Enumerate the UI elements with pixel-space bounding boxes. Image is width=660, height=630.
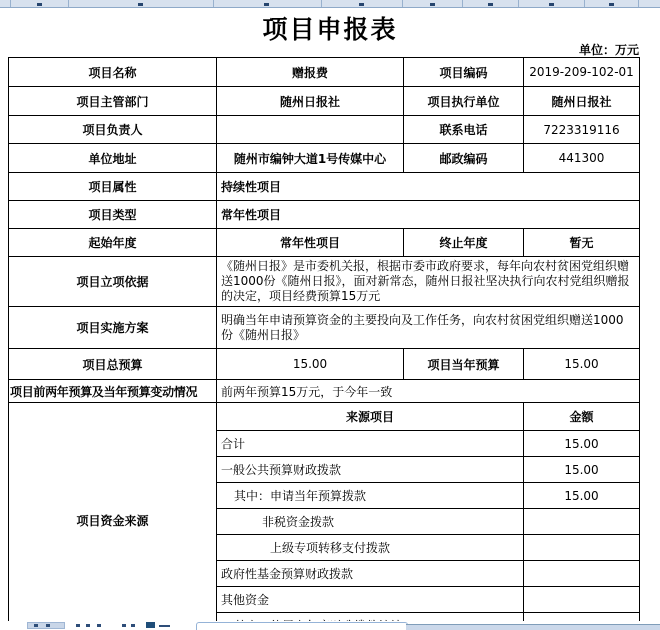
total-budget-label[interactable]: 项目总预算 (9, 349, 217, 380)
funding-item-amount[interactable] (524, 561, 640, 587)
project-name-cell[interactable]: 赠报费 (217, 58, 404, 87)
column-separator (321, 0, 322, 7)
table-row (9, 201, 640, 229)
current-budget-label[interactable]: 项目当年预算 (404, 349, 524, 380)
funding-item-amount[interactable] (524, 535, 640, 561)
basis-cell[interactable]: 《随州日报》是市委机关报，根据市委市政府要求，每年向农村贫困党组织赠送1000份《随州日报》，面对新常态，随州日报社坚决执行向农村党组织赠报的决定，项目经费预算15万元 (217, 257, 640, 307)
phone-label[interactable]: 联系电话 (404, 116, 524, 144)
exec-unit-label[interactable]: 项目执行单位 (404, 87, 524, 116)
table-row (9, 173, 640, 201)
column-separator (638, 0, 639, 7)
budget-change-label[interactable]: 项目前两年预算及当年预算变动情况 (9, 380, 217, 403)
table-row (9, 349, 640, 380)
funding-item-label[interactable]: 政府性基金预算财政拨款 (217, 561, 524, 587)
plan-cell[interactable]: 明确当年申请预算资金的主要投向及工作任务，向农村贫困党组织赠送1000份《随州日报》 (217, 307, 640, 349)
column-separator (213, 0, 214, 7)
table-row (9, 403, 640, 431)
sheet-tab-text-fragment (97, 624, 101, 627)
column-separator (10, 0, 11, 7)
column-separator (462, 0, 463, 7)
sheet-tab-text-fragment (131, 624, 135, 627)
start-year-cell[interactable]: 常年性项目 (217, 229, 404, 257)
project-code-cell[interactable]: 2019-209-102-01 (524, 58, 640, 87)
funding-item-label[interactable]: 上级专项转移支付拨款 (217, 535, 524, 561)
column-letter-fragment (264, 3, 269, 6)
column-letter-fragment (488, 3, 493, 6)
funding-item-label[interactable]: 其他资金 (217, 587, 524, 613)
page-title: 项目申报表 (262, 15, 398, 44)
column-letter-fragment (430, 3, 435, 6)
column-separator (68, 0, 69, 7)
attr-label[interactable]: 项目属性 (9, 173, 217, 201)
sheet-tab-text-fragment (159, 625, 170, 627)
sheet-tab-bar[interactable] (0, 621, 660, 629)
funding-item-amount[interactable]: 15.00 (524, 431, 640, 457)
table-row (9, 380, 640, 403)
column-letter-fragment (549, 3, 554, 6)
type-label[interactable]: 项目类型 (9, 201, 217, 229)
sheet-tab-text-fragment (34, 624, 38, 627)
application-form-table (8, 57, 641, 629)
column-letter-fragment (359, 3, 364, 6)
table-row (9, 307, 640, 349)
end-year-label[interactable]: 终止年度 (404, 229, 524, 257)
end-year-cell[interactable]: 暂无 (524, 229, 640, 257)
funding-item-label[interactable]: 一般公共预算财政拨款 (217, 457, 524, 483)
table-row (9, 257, 640, 307)
phone-cell[interactable]: 7223319116 (524, 116, 640, 144)
budget-change-cell[interactable]: 前两年预算15万元，于今年一致 (217, 380, 640, 403)
unit-note: 单位：万元 (578, 43, 639, 57)
attr-cell[interactable]: 持续性项目 (217, 173, 640, 201)
leader-label[interactable]: 项目负责人 (9, 116, 217, 144)
sheet-tab-text-fragment (46, 624, 50, 627)
funding-item-label[interactable]: 非税资金拨款 (217, 509, 524, 535)
sheet-tab-icon-fragment (146, 622, 155, 628)
project-name-label[interactable]: 项目名称 (9, 58, 217, 87)
table-row (9, 229, 640, 257)
funding-item-amount[interactable] (524, 509, 640, 535)
start-year-label[interactable]: 起始年度 (9, 229, 217, 257)
funding-item-label[interactable]: 合计 (217, 431, 524, 457)
sheet-tab-text-fragment (122, 624, 126, 627)
dept-cell[interactable]: 随州日报社 (217, 87, 404, 116)
dept-label[interactable]: 项目主管部门 (9, 87, 217, 116)
sheet-tab-text-fragment (76, 624, 80, 627)
postcode-label[interactable]: 邮政编码 (404, 144, 524, 173)
excel-column-header-strip[interactable] (0, 0, 660, 8)
funding-item-label[interactable]: 其中：申请当年预算拨款 (217, 483, 524, 509)
funding-source-header[interactable]: 来源项目 (217, 403, 524, 431)
table-row (9, 58, 640, 87)
column-separator (402, 0, 403, 7)
table-row (9, 87, 640, 116)
column-letter-fragment (37, 3, 42, 6)
table-row (9, 144, 640, 173)
project-code-label[interactable]: 项目编码 (404, 58, 524, 87)
funding-section-label[interactable]: 项目资金来源 (9, 403, 217, 630)
column-separator (518, 0, 519, 7)
tab-strip-fragment[interactable] (406, 624, 660, 630)
plan-label[interactable]: 项目实施方案 (9, 307, 217, 349)
funding-item-amount[interactable]: 15.00 (524, 457, 640, 483)
address-cell[interactable]: 随州市编钟大道1号传媒中心 (217, 144, 404, 173)
sheet-tab-text-fragment (86, 624, 90, 627)
leader-cell[interactable] (217, 116, 404, 144)
address-label[interactable]: 单位地址 (9, 144, 217, 173)
funding-item-amount[interactable] (524, 587, 640, 613)
funding-amount-header[interactable]: 金额 (524, 403, 640, 431)
column-separator (584, 0, 585, 7)
column-letter-fragment (138, 3, 143, 6)
postcode-cell[interactable]: 441300 (524, 144, 640, 173)
exec-unit-cell[interactable]: 随州日报社 (524, 87, 640, 116)
column-letter-fragment (609, 3, 614, 6)
basis-label[interactable]: 项目立项依据 (9, 257, 217, 307)
type-cell[interactable]: 常年性项目 (217, 201, 640, 229)
current-budget-cell[interactable]: 15.00 (524, 349, 640, 380)
funding-item-amount[interactable]: 15.00 (524, 483, 640, 509)
table-row (9, 116, 640, 144)
total-budget-cell[interactable]: 15.00 (217, 349, 404, 380)
